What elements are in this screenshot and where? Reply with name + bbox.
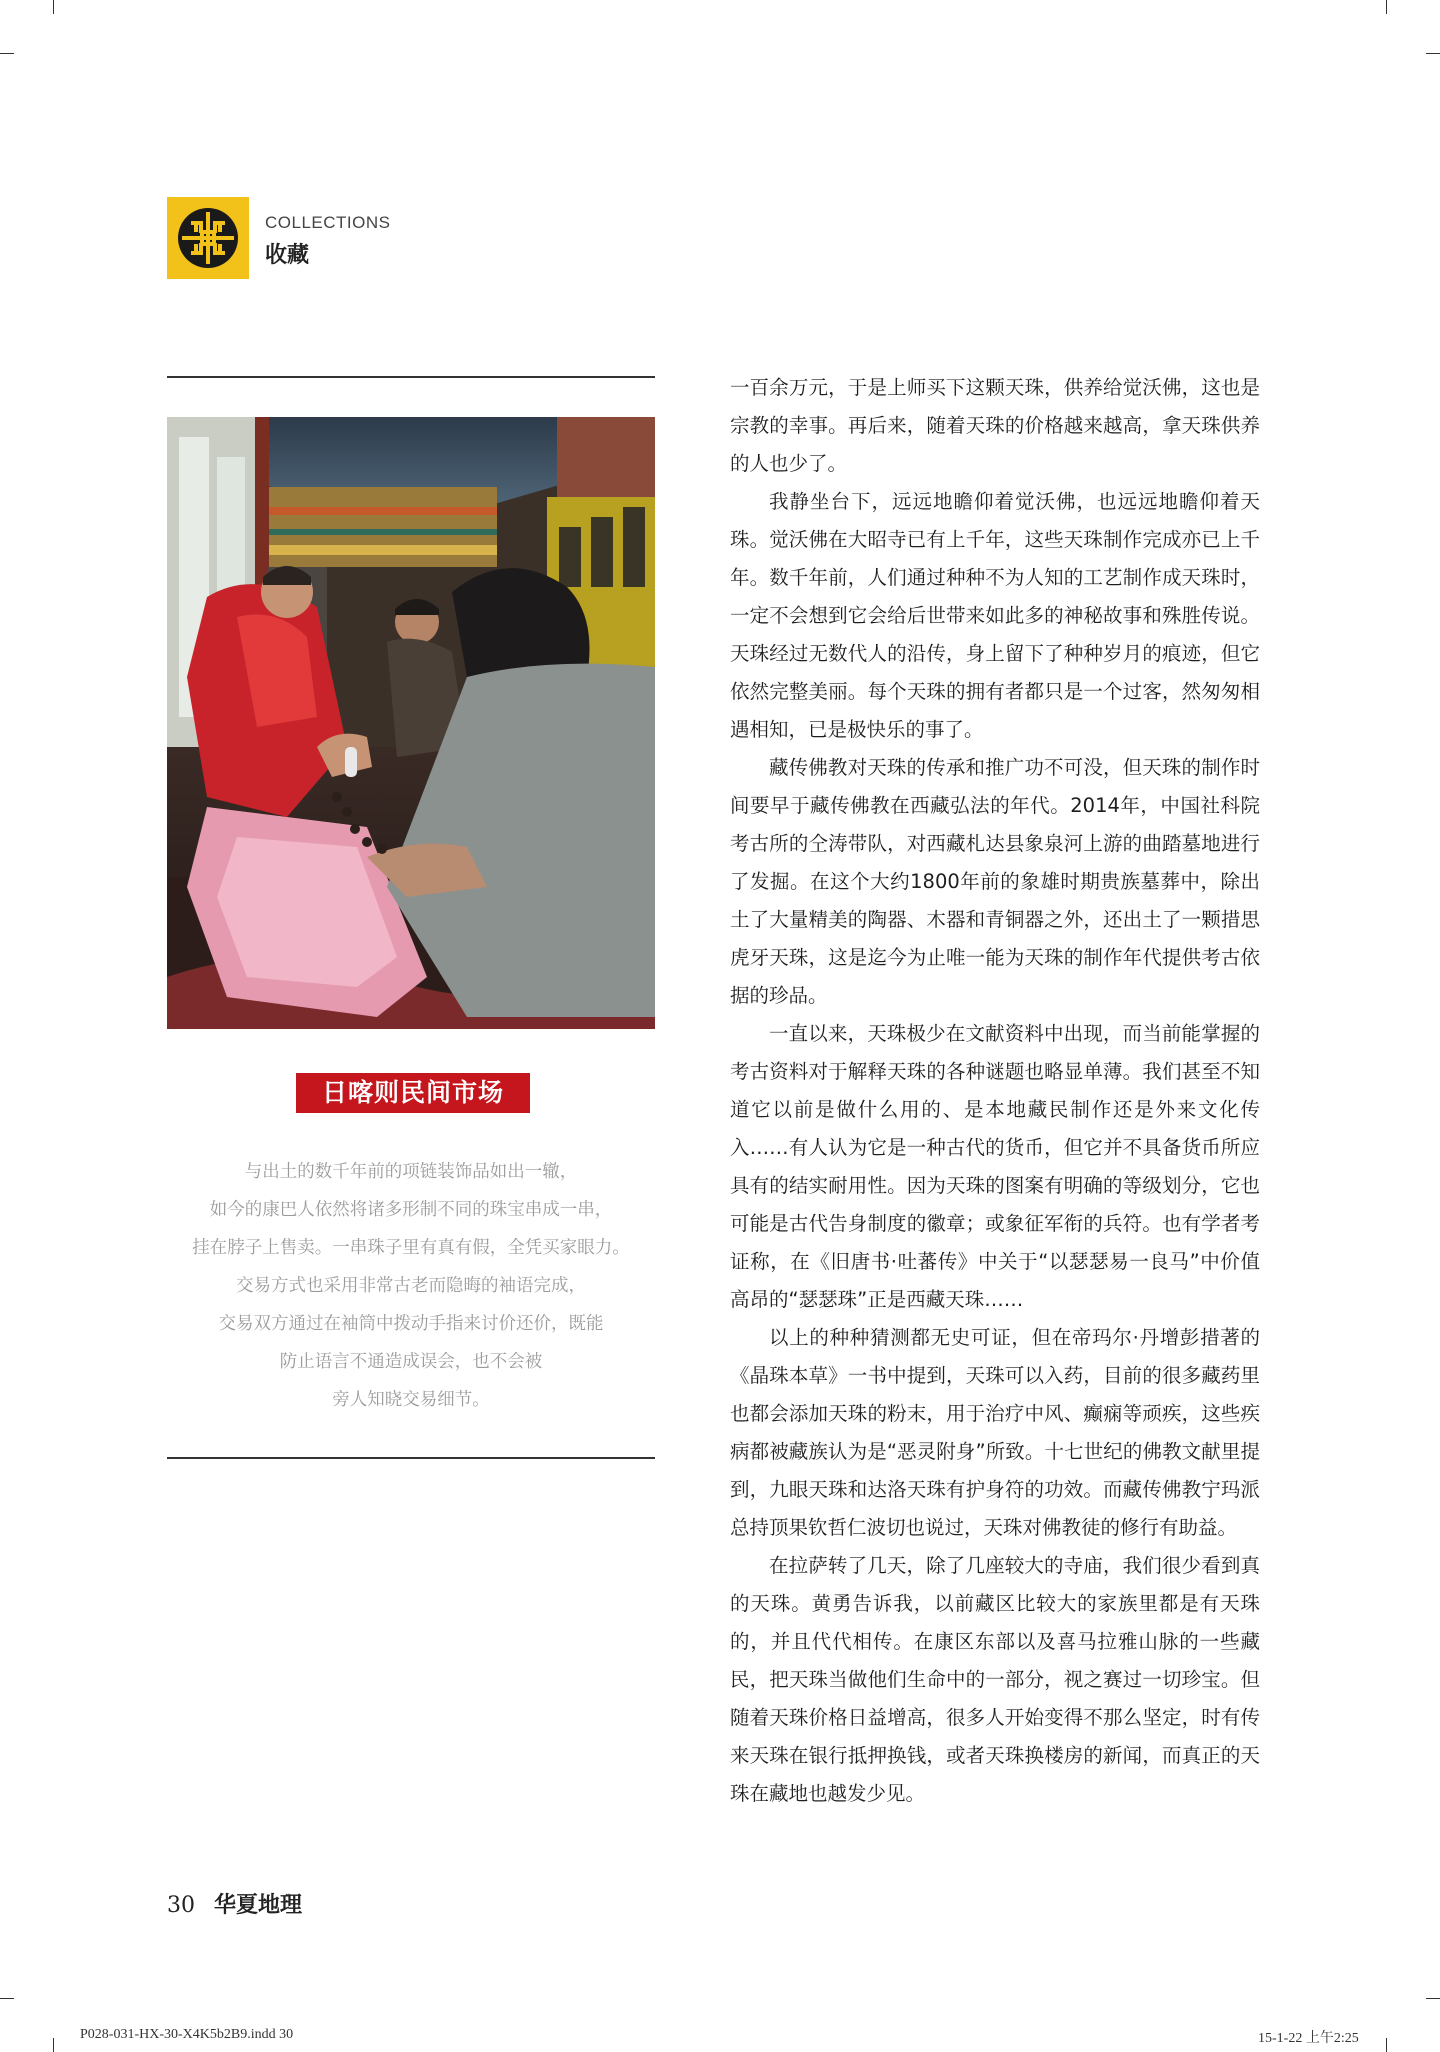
caption-line: 交易双方通过在袖筒中拨动手指来讨价还价，既能 <box>218 1314 604 1334</box>
market-trading-photo <box>167 417 655 1029</box>
photo-caption <box>167 1153 655 1419</box>
caption-line: 如今的康巴人依然将诸多形制不同的珠宝串成一串， <box>209 1200 613 1220</box>
crop-mark <box>1426 53 1440 54</box>
magazine-name: 华夏地理 <box>214 1892 303 1918</box>
bottom-rule <box>167 1457 655 1459</box>
page-footer <box>167 1888 302 1919</box>
section-label-en: COLLECTIONS <box>265 213 391 232</box>
crop-mark <box>1386 2038 1387 2052</box>
article-paragraph: 藏传佛教对天珠的传承和推广功不可没，但天珠的制作时间要早于藏传佛教在西藏弘法的年代。2014年，中国社科院考古所的仝涛带队，对西藏札达县象泉河上游的曲踏墓地进行了发掘。在这个大约1800年前的象雄时期贵族墓葬中，除出土了大量精美的陶器、木器和青铜器之外，还出土了一颗措思虎牙天珠，这是迄今为止唯一能为天珠的制作年代提供考古依据的珍品。 <box>730 756 1260 1007</box>
slug-timestamp: 15-1-22 上午2:25 <box>1258 2031 1359 2046</box>
crop-mark <box>1426 1998 1440 1999</box>
crop-mark <box>1386 0 1387 14</box>
crop-mark <box>53 2038 54 2052</box>
section-label-zh: 收藏 <box>265 243 310 268</box>
article-body <box>730 369 1260 1813</box>
article-paragraph: 我静坐台下，远远地瞻仰着觉沃佛，也远远地瞻仰着天珠。觉沃佛在大昭寺已有上千年，这些天珠制作完成亦已上千年。数千年前，人们通过种种不为人知的工艺制作成天珠时，一定不会想到它会给后世带来如此多的神秘故事和殊胜传说。天珠经过无数代人的沿传，身上留下了种种岁月的痕迹，但它依然完整美丽。每个天珠的拥有者都只是一个过客，然匆匆相遇相知，已是极快乐的事了。 <box>730 490 1260 741</box>
top-rule <box>167 376 655 378</box>
caption-line: 与出土的数千年前的项链装饰品如出一辙， <box>244 1162 578 1182</box>
crop-mark <box>0 1998 14 1999</box>
caption-line: 防止语言不通造成误会，也不会被 <box>279 1352 543 1372</box>
caption-line: 挂在脖子上售卖。一串珠子里有真有假，全凭买家眼力。 <box>192 1238 630 1258</box>
eternal-knot-icon <box>167 197 249 279</box>
caption-line: 旁人知晓交易细节。 <box>332 1390 490 1410</box>
section-badge <box>167 197 249 279</box>
article-paragraph: 以上的种种猜测都无史可证，但在帝玛尔·丹增彭措著的《晶珠本草》一书中提到，天珠可以入药，目前的很多藏药里也都会添加天珠的粉末，用于治疗中风、癫痫等顽疾，这些疾病都被藏族认为是“恶灵附身”所致。十七世纪的佛教文献里提到，九眼天珠和达洛天珠有护身符的功效。而藏传佛教宁玛派总持顶果钦哲仁波切也说过，天珠对佛教徒的修行有助益。 <box>730 1326 1260 1539</box>
slug-file: P028-031-HX-30-X4K5b2B9.indd 30 <box>80 2027 294 2042</box>
location-tag: 日喀则民间市场 <box>296 1073 530 1113</box>
page-number: 30 <box>167 1893 195 1918</box>
article-paragraph: 一直以来，天珠极少在文献资料中出现，而当前能掌握的考古资料对于解释天珠的各种谜题也略显单薄。我们甚至不知道它以前是做什么用的、是本地藏民制作还是外来文化传入……有人认为它是一种古代的货币，但它并不具备货币所应具有的结实耐用性。因为天珠的图案有明确的等级划分，它也可能是古代告身制度的徽章；或象征军衔的兵符。也有学者考证称，在《旧唐书·吐蕃传》中关于“以瑟瑟易一良马”中价值高昂的“瑟瑟珠”正是西藏天珠…… <box>730 1022 1260 1311</box>
article-paragraph: 一百余万元，于是上师买下这颗天珠，供养给觉沃佛，这也是宗教的幸事。再后来，随着天珠的价格越来越高，拿天珠供养的人也少了。 <box>730 376 1260 475</box>
caption-line: 交易方式也采用非常古老而隐晦的袖语完成， <box>236 1276 586 1296</box>
crop-mark <box>0 53 14 54</box>
article-paragraph: 在拉萨转了几天，除了几座较大的寺庙，我们很少看到真的天珠。黄勇告诉我，以前藏区比较大的家族里都是有天珠的，并且代代相传。在康区东部以及喜马拉雅山脉的一些藏民，把天珠当做他们生命中的一部分，视之赛过一切珍宝。但随着天珠价格日益增高，很多人开始变得不那么坚定，时有传来天珠在银行抵押换钱，或者天珠换楼房的新闻，而真正的天珠在藏地也越发少见。 <box>730 1554 1260 1805</box>
crop-mark <box>53 0 54 14</box>
